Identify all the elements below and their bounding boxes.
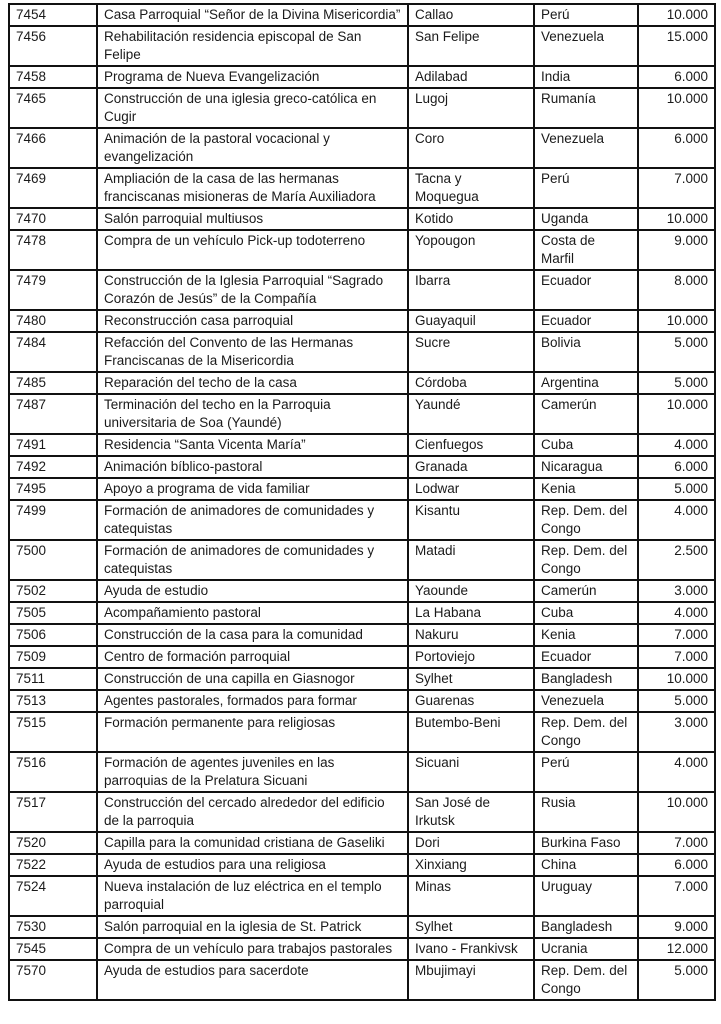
cell-country: Burkina Faso — [534, 832, 638, 854]
cell-city: San José de Irkutsk — [408, 792, 534, 832]
cell-city: Ivano - Frankivsk — [408, 938, 534, 960]
table-row — [9, 456, 715, 478]
cell-country: China — [534, 854, 638, 876]
cell-description: Salón parroquial en la iglesia de St. Patrick — [97, 916, 408, 938]
cell-amount: 10.000 — [638, 394, 715, 434]
table-row — [9, 938, 715, 960]
cell-city: Guayaquil — [408, 310, 534, 332]
cell-project-id: 7515 — [9, 712, 97, 752]
cell-description: Refacción del Convento de las Hermanas Franciscanas de la Misericordia — [97, 332, 408, 372]
cell-project-id: 7487 — [9, 394, 97, 434]
table-row — [9, 168, 715, 208]
projects-table-body — [9, 4, 715, 1000]
cell-city: Portoviejo — [408, 646, 534, 668]
cell-project-id: 7545 — [9, 938, 97, 960]
cell-city: San Felipe — [408, 26, 534, 66]
cell-description: Casa Parroquial “Señor de la Divina Misericordia” — [97, 4, 408, 26]
cell-country: Venezuela — [534, 26, 638, 66]
cell-project-id: 7485 — [9, 372, 97, 394]
cell-project-id: 7470 — [9, 208, 97, 230]
cell-project-id: 7499 — [9, 500, 97, 540]
cell-amount: 4.000 — [638, 500, 715, 540]
cell-country: Kenia — [534, 624, 638, 646]
cell-description: Acompañamiento pastoral — [97, 602, 408, 624]
cell-amount: 10.000 — [638, 208, 715, 230]
cell-project-id: 7570 — [9, 960, 97, 1000]
cell-city: Córdoba — [408, 372, 534, 394]
cell-project-id: 7522 — [9, 854, 97, 876]
cell-amount: 3.000 — [638, 580, 715, 602]
cell-description: Formación de agentes juveniles en las parroquias de la Prelatura Sicuani — [97, 752, 408, 792]
cell-country: Cuba — [534, 602, 638, 624]
table-row — [9, 580, 715, 602]
cell-country: Ecuador — [534, 270, 638, 310]
table-row — [9, 500, 715, 540]
table-row — [9, 66, 715, 88]
cell-country: Argentina — [534, 372, 638, 394]
cell-amount: 4.000 — [638, 434, 715, 456]
table-row — [9, 26, 715, 66]
cell-amount: 10.000 — [638, 792, 715, 832]
cell-city: Sylhet — [408, 916, 534, 938]
cell-city: Guarenas — [408, 690, 534, 712]
cell-country: Ecuador — [534, 646, 638, 668]
cell-description: Terminación del techo en la Parroquia universitaria de Soa (Yaundé) — [97, 394, 408, 434]
cell-amount: 9.000 — [638, 916, 715, 938]
cell-city: Dori — [408, 832, 534, 854]
table-row — [9, 270, 715, 310]
cell-project-id: 7500 — [9, 540, 97, 580]
cell-city: Matadi — [408, 540, 534, 580]
cell-description: Animación de la pastoral vocacional y evangelización — [97, 128, 408, 168]
cell-description: Formación permanente para religiosas — [97, 712, 408, 752]
cell-city: Ibarra — [408, 270, 534, 310]
table-row — [9, 434, 715, 456]
cell-country: Bangladesh — [534, 916, 638, 938]
table-row — [9, 540, 715, 580]
cell-description: Residencia “Santa Vicenta María” — [97, 434, 408, 456]
cell-project-id: 7454 — [9, 4, 97, 26]
cell-project-id: 7502 — [9, 580, 97, 602]
table-row — [9, 712, 715, 752]
cell-country: Perú — [534, 168, 638, 208]
cell-country: Venezuela — [534, 690, 638, 712]
cell-amount: 10.000 — [638, 310, 715, 332]
cell-city: Sicuani — [408, 752, 534, 792]
table-row — [9, 372, 715, 394]
cell-country: Uruguay — [534, 876, 638, 916]
cell-description: Ayuda de estudio — [97, 580, 408, 602]
cell-country: Perú — [534, 4, 638, 26]
cell-project-id: 7524 — [9, 876, 97, 916]
cell-description: Capilla para la comunidad cristiana de Gaseliki — [97, 832, 408, 854]
table-row — [9, 88, 715, 128]
cell-amount: 7.000 — [638, 832, 715, 854]
cell-description: Construcción de la casa para la comunidad — [97, 624, 408, 646]
cell-country: Rumanía — [534, 88, 638, 128]
cell-amount: 7.000 — [638, 646, 715, 668]
cell-city: Nakuru — [408, 624, 534, 646]
cell-city: Sucre — [408, 332, 534, 372]
cell-amount: 6.000 — [638, 854, 715, 876]
cell-country: Ecuador — [534, 310, 638, 332]
cell-project-id: 7520 — [9, 832, 97, 854]
cell-amount: 6.000 — [638, 66, 715, 88]
cell-project-id: 7511 — [9, 668, 97, 690]
cell-country: Rep. Dem. del Congo — [534, 960, 638, 1000]
cell-project-id: 7492 — [9, 456, 97, 478]
cell-description: Apoyo a programa de vida familiar — [97, 478, 408, 500]
cell-description: Construcción del cercado alrededor del edificio de la parroquia — [97, 792, 408, 832]
cell-description: Construcción de una iglesia greco-católica en Cugir — [97, 88, 408, 128]
cell-description: Formación de animadores de comunidades y catequistas — [97, 500, 408, 540]
table-row — [9, 752, 715, 792]
cell-description: Construcción de la Iglesia Parroquial “Sagrado Corazón de Jesús” de la Compañía — [97, 270, 408, 310]
cell-amount: 4.000 — [638, 602, 715, 624]
table-row — [9, 690, 715, 712]
cell-country: Cuba — [534, 434, 638, 456]
cell-amount: 7.000 — [638, 624, 715, 646]
cell-project-id: 7506 — [9, 624, 97, 646]
cell-amount: 10.000 — [638, 88, 715, 128]
cell-amount: 15.000 — [638, 26, 715, 66]
cell-city: Mbujimayi — [408, 960, 534, 1000]
table-row — [9, 646, 715, 668]
table-row — [9, 854, 715, 876]
cell-project-id: 7480 — [9, 310, 97, 332]
cell-project-id: 7530 — [9, 916, 97, 938]
cell-country: Costa de Marfil — [534, 230, 638, 270]
cell-city: Granada — [408, 456, 534, 478]
cell-amount: 9.000 — [638, 230, 715, 270]
cell-amount: 4.000 — [638, 752, 715, 792]
table-row — [9, 624, 715, 646]
cell-description: Programa de Nueva Evangelización — [97, 66, 408, 88]
cell-country: Rep. Dem. del Congo — [534, 712, 638, 752]
cell-city: Lugoj — [408, 88, 534, 128]
table-row — [9, 668, 715, 690]
cell-city: Yopougon — [408, 230, 534, 270]
cell-country: Rusia — [534, 792, 638, 832]
cell-city: Xinxiang — [408, 854, 534, 876]
cell-description: Rehabilitación residencia episcopal de San Felipe — [97, 26, 408, 66]
cell-country: Rep. Dem. del Congo — [534, 540, 638, 580]
cell-amount: 5.000 — [638, 478, 715, 500]
table-row — [9, 332, 715, 372]
cell-city: Butembo-Beni — [408, 712, 534, 752]
cell-country: Venezuela — [534, 128, 638, 168]
cell-country: Camerún — [534, 580, 638, 602]
cell-project-id: 7458 — [9, 66, 97, 88]
cell-city: Adilabad — [408, 66, 534, 88]
cell-country: India — [534, 66, 638, 88]
cell-city: Lodwar — [408, 478, 534, 500]
cell-amount: 5.000 — [638, 690, 715, 712]
cell-project-id: 7456 — [9, 26, 97, 66]
cell-amount: 8.000 — [638, 270, 715, 310]
cell-project-id: 7479 — [9, 270, 97, 310]
cell-project-id: 7465 — [9, 88, 97, 128]
table-row — [9, 208, 715, 230]
cell-project-id: 7469 — [9, 168, 97, 208]
cell-amount: 5.000 — [638, 332, 715, 372]
cell-city: Cienfuegos — [408, 434, 534, 456]
table-row — [9, 4, 715, 26]
cell-amount: 10.000 — [638, 668, 715, 690]
cell-amount: 2.500 — [638, 540, 715, 580]
cell-description: Animación bíblico-pastoral — [97, 456, 408, 478]
cell-city: Yaounde — [408, 580, 534, 602]
cell-description: Reparación del techo de la casa — [97, 372, 408, 394]
table-row — [9, 394, 715, 434]
cell-description: Salón parroquial multiusos — [97, 208, 408, 230]
cell-country: Perú — [534, 752, 638, 792]
cell-city: Callao — [408, 4, 534, 26]
cell-description: Compra de un vehículo para trabajos pastorales — [97, 938, 408, 960]
cell-city: Kisantu — [408, 500, 534, 540]
table-row — [9, 916, 715, 938]
cell-country: Camerún — [534, 394, 638, 434]
projects-table — [8, 3, 716, 1001]
cell-country: Bangladesh — [534, 668, 638, 690]
cell-description: Ayuda de estudios para sacerdote — [97, 960, 408, 1000]
cell-amount: 7.000 — [638, 168, 715, 208]
cell-city: Tacna y Moquegua — [408, 168, 534, 208]
cell-project-id: 7478 — [9, 230, 97, 270]
cell-city: La Habana — [408, 602, 534, 624]
cell-country: Nicaragua — [534, 456, 638, 478]
cell-amount: 6.000 — [638, 456, 715, 478]
cell-description: Agentes pastorales, formados para formar — [97, 690, 408, 712]
cell-amount: 10.000 — [638, 4, 715, 26]
table-row — [9, 876, 715, 916]
cell-country: Rep. Dem. del Congo — [534, 500, 638, 540]
cell-amount: 5.000 — [638, 372, 715, 394]
cell-country: Bolivia — [534, 332, 638, 372]
cell-description: Centro de formación parroquial — [97, 646, 408, 668]
cell-amount: 3.000 — [638, 712, 715, 752]
cell-project-id: 7484 — [9, 332, 97, 372]
table-row — [9, 960, 715, 1000]
cell-country: Uganda — [534, 208, 638, 230]
cell-city: Sylhet — [408, 668, 534, 690]
cell-amount: 6.000 — [638, 128, 715, 168]
cell-country: Ucrania — [534, 938, 638, 960]
cell-project-id: 7516 — [9, 752, 97, 792]
table-row — [9, 602, 715, 624]
cell-project-id: 7505 — [9, 602, 97, 624]
cell-description: Formación de animadores de comunidades y catequistas — [97, 540, 408, 580]
cell-amount: 12.000 — [638, 938, 715, 960]
cell-description: Nueva instalación de luz eléctrica en el templo parroquial — [97, 876, 408, 916]
cell-description: Compra de un vehículo Pick-up todoterreno — [97, 230, 408, 270]
table-row — [9, 792, 715, 832]
cell-description: Construcción de una capilla en Giasnogor — [97, 668, 408, 690]
cell-project-id: 7509 — [9, 646, 97, 668]
cell-project-id: 7466 — [9, 128, 97, 168]
cell-city: Minas — [408, 876, 534, 916]
cell-description: Reconstrucción casa parroquial — [97, 310, 408, 332]
table-row — [9, 832, 715, 854]
cell-amount: 5.000 — [638, 960, 715, 1000]
cell-description: Ayuda de estudios para una religiosa — [97, 854, 408, 876]
cell-description: Ampliación de la casa de las hermanas franciscanas misioneras de María Auxiliadora — [97, 168, 408, 208]
table-row — [9, 128, 715, 168]
cell-project-id: 7513 — [9, 690, 97, 712]
cell-city: Kotido — [408, 208, 534, 230]
table-row — [9, 310, 715, 332]
table-row — [9, 478, 715, 500]
cell-project-id: 7491 — [9, 434, 97, 456]
cell-project-id: 7517 — [9, 792, 97, 832]
cell-country: Kenia — [534, 478, 638, 500]
cell-project-id: 7495 — [9, 478, 97, 500]
cell-city: Yaundé — [408, 394, 534, 434]
cell-city: Coro — [408, 128, 534, 168]
cell-amount: 7.000 — [638, 876, 715, 916]
table-row — [9, 230, 715, 270]
